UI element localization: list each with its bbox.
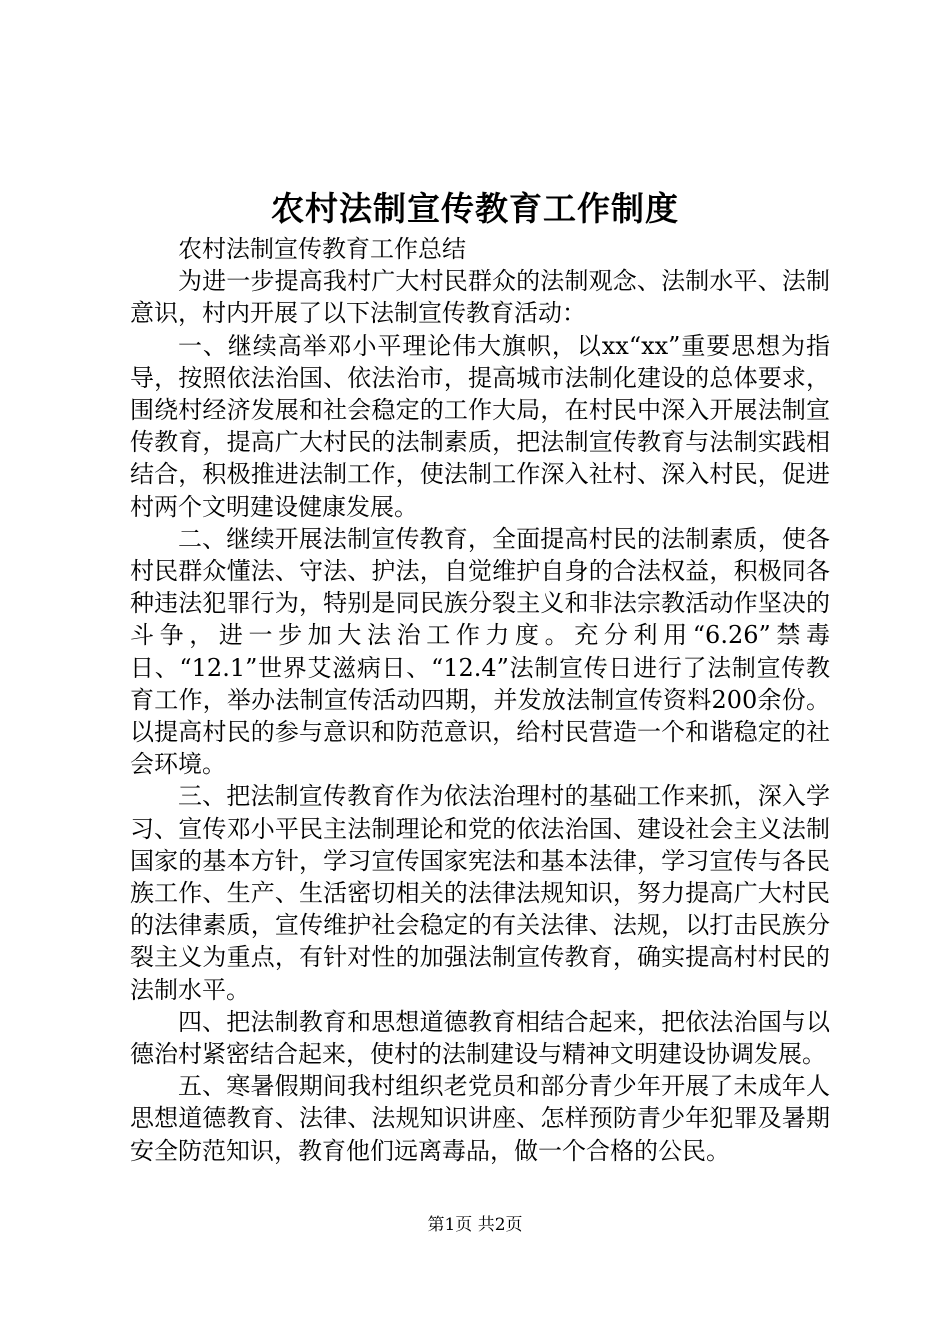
paragraph-item-4: 四、把法制教育和思想道德教育相结合起来，把依法治国与以德治村紧密结合起来，使村的法制建设与精神文明建设协调发展。 [130,1007,830,1069]
paragraph-item-3: 三、把法制宣传教育作为依法治理村的基础工作来抓，深入学习、宣传邓小平民主法制理论和党的依法治国、建设社会主义法制国家的基本方针，学习宣传国家宪法和基本法律，学习宣传与各民族工作、生产、生活密切相关的法律法规知识，努力提高广大村民的法律素质，宣传维护社会稳定的有关法律、法规，以打击民族分裂主义为重点，有针对性的加强法制宣传教育，确实提高村村民的法制水平。 [130,782,830,1004]
document-title: 农村法制宣传教育工作制度 [271,189,679,228]
paragraph-item-2: 二、继续开展法制宣传教育，全面提高村民的法制素质，使各村民群众懂法、守法、护法，自觉维护自身的合法权益，积极同各种违法犯罪行为，特别是同民族分裂主义和非法宗教活动作坚决的斗争，进一步加大法治工作力度。充分利用“6.26”禁毒日、“12.1”世界艾滋病日、“12.4”法制宣传日进行了法制宣传教育工作，举办法制宣传活动四期，并发放法制宣传资料200余份。以提高村民的参与意识和防范意识，给村民营造一个和谐稳定的社会环境。 [130,524,830,779]
paragraph-intro: 为进一步提高我村广大村民群众的法制观念、法制水平、法制意识，村内开展了以下法制宣传教育活动： [130,267,830,328]
paragraph-item-1: 一、继续高举邓小平理论伟大旗帜，以xx“xx”重要思想为指导，按照依法治国、依法治市，提高城市法制化建设的总体要求，围绕村经济发展和社会稳定的工作大局，在村民中深入开展法制宣传教育，提高广大村民的法制素质，把法制宣传教育与法制实践相结合，积极推进法制工作，使法制工作深入社村、深入村民，促进村两个文明建设健康发展。 [130,331,830,521]
paragraph-subtitle: 农村法制宣传教育工作总结 [178,235,466,263]
page-number-footer: 第1页 共2页 [427,1215,523,1235]
document-body [130,233,830,1167]
paragraph-item-5: 五、寒暑假期间我村组织老党员和部分青少年开展了未成年人思想道德教育、法律、法规知识讲座、怎样预防青少年犯罪及暑期安全防范知识，教育他们远离毒品，做一个合格的公民。 [130,1072,830,1165]
